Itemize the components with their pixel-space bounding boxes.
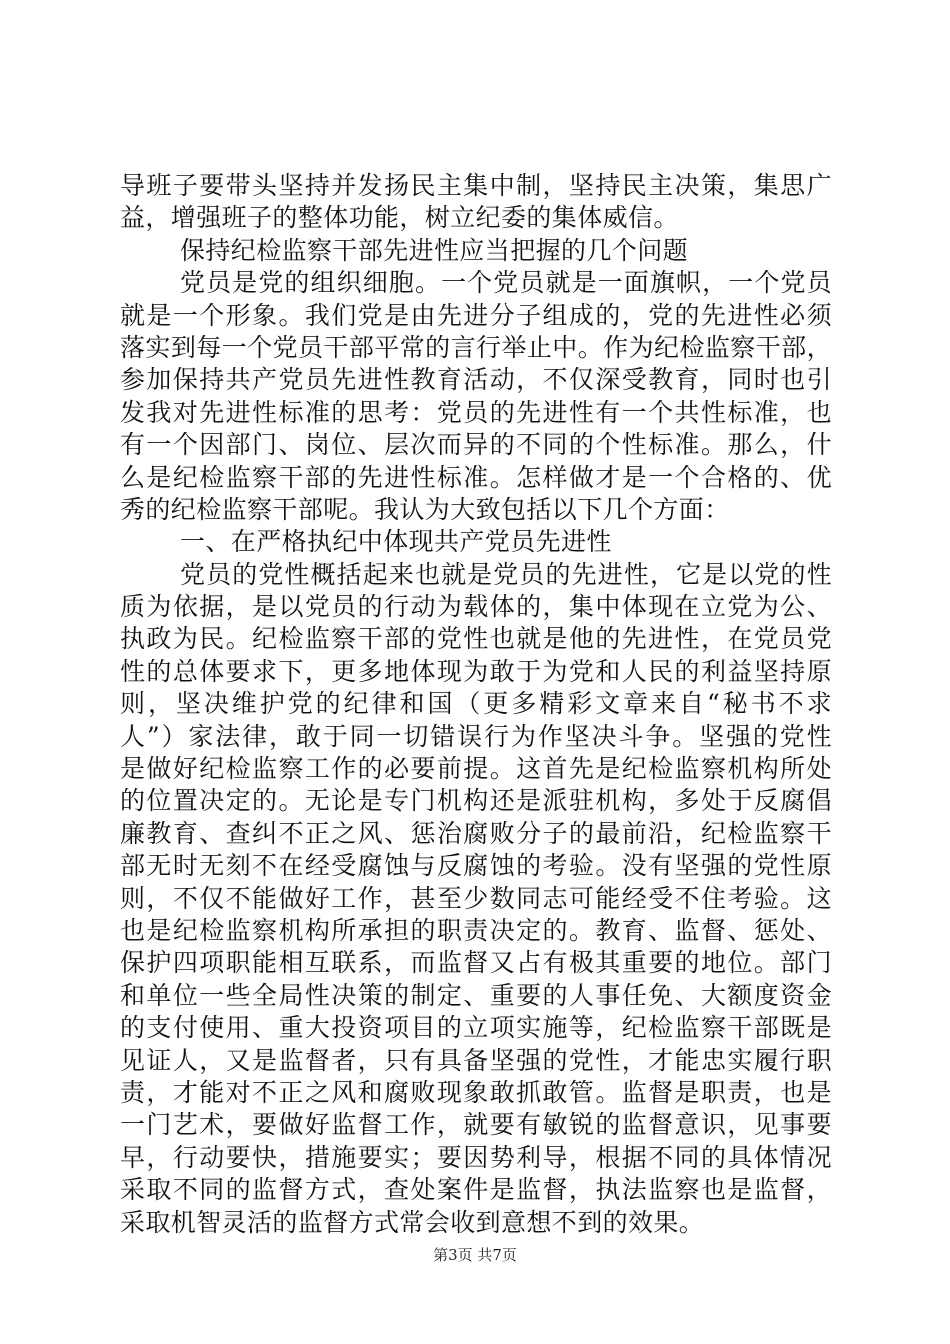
text-line: 么是纪检监察干部的先进性标准。怎样做才是一个合格的、优 (120, 462, 832, 492)
text-line: 秀的纪检监察干部呢。我认为大致包括以下几个方面： (120, 494, 730, 524)
text-line: 则，不仅不能做好工作，甚至少数同志可能经受不住考验。这 (120, 883, 832, 913)
text-line: 的支付使用、重大投资项目的立项实施等，纪检监察干部既是 (120, 1013, 832, 1043)
text-line: 参加保持共产党员先进性教育活动，不仅深受教育，同时也引 (120, 365, 832, 395)
text-line: 益，增强班子的整体功能，树立纪委的集体威信。 (120, 203, 679, 233)
text-line: 就是一个形象。我们党是由先进分子组成的，党的先进性必须 (120, 300, 832, 330)
text-line: 执政为民。纪检监察干部的党性也就是他的先进性，在党员党 (120, 624, 832, 654)
page-number-footer: 第3页 共7页 (433, 1246, 517, 1264)
text-line: 见证人，又是监督者，只有具备坚强的党性，才能忠实履行职 (120, 1045, 832, 1075)
text-line: 有一个因部门、岗位、层次而异的不同的个性标准。那么，什 (120, 430, 832, 460)
text-line: 党员的党性概括起来也就是党员的先进性，它是以党的性 (180, 559, 832, 589)
text-line: 导班子要带头坚持并发扬民主集中制，坚持民主决策，集思广 (120, 171, 832, 200)
text-line: 廉教育、查纠不正之风、惩治腐败分子的最前沿，纪检监察干 (120, 818, 832, 848)
document-body (120, 170, 832, 1239)
section-heading: 一、在严格执纪中体现共产党员先进性 (180, 527, 612, 557)
text-line: 采取不同的监督方式，查处案件是监督，执法监察也是监督， (120, 1175, 832, 1205)
text-line: 也是纪检监察机构所承担的职责决定的。教育、监督、惩处、 (120, 915, 832, 945)
text-line: 一门艺术，要做好监督工作，就要有敏锐的监督意识，见事要 (120, 1110, 832, 1140)
text-line: 和单位一些全局性决策的制定、重要的人事任免、大额度资金 (120, 980, 832, 1010)
text-line: 责，才能对不正之风和腐败现象敢抓敢管。监督是职责，也是 (120, 1077, 832, 1107)
text-line: 性的总体要求下，更多地体现为敢于为党和人民的利益坚持原 (120, 656, 832, 686)
text-line: 质为依据，是以党员的行动为载体的，集中体现在立党为公、 (120, 592, 832, 622)
text-line: 的位置决定的。无论是专门机构还是派驻机构，多处于反腐倡 (120, 786, 832, 816)
text-line: 部无时无刻不在经受腐蚀与反腐蚀的考验。没有坚强的党性原 (120, 851, 832, 881)
text-line: 则，坚决维护党的纪律和国（更多精彩文章来自“秘书不求 (120, 689, 832, 719)
section-title: 保持纪检监察干部先进性应当把握的几个问题 (180, 235, 689, 265)
text-line: 保护四项职能相互联系，而监督又占有极其重要的地位。部门 (120, 948, 832, 978)
text-line: 发我对先进性标准的思考：党员的先进性有一个共性标准，也 (120, 397, 832, 427)
text-line: 是做好纪检监察工作的必要前提。这首先是纪检监察机构所处 (120, 754, 832, 784)
text-line: 党员是党的组织细胞。一个党员就是一面旗帜，一个党员 (180, 268, 832, 298)
text-line: 采取机智灵活的监督方式常会收到意想不到的效果。 (120, 1207, 705, 1237)
text-line: 落实到每一个党员干部平常的言行举止中。作为纪检监察干部， (120, 332, 832, 362)
text-line: 早，行动要快，措施要实；要因势利导，根据不同的具体情况 (120, 1142, 832, 1172)
text-line: 人”）家法律，敢于同一切错误行为作坚决斗争。坚强的党性 (120, 721, 832, 751)
